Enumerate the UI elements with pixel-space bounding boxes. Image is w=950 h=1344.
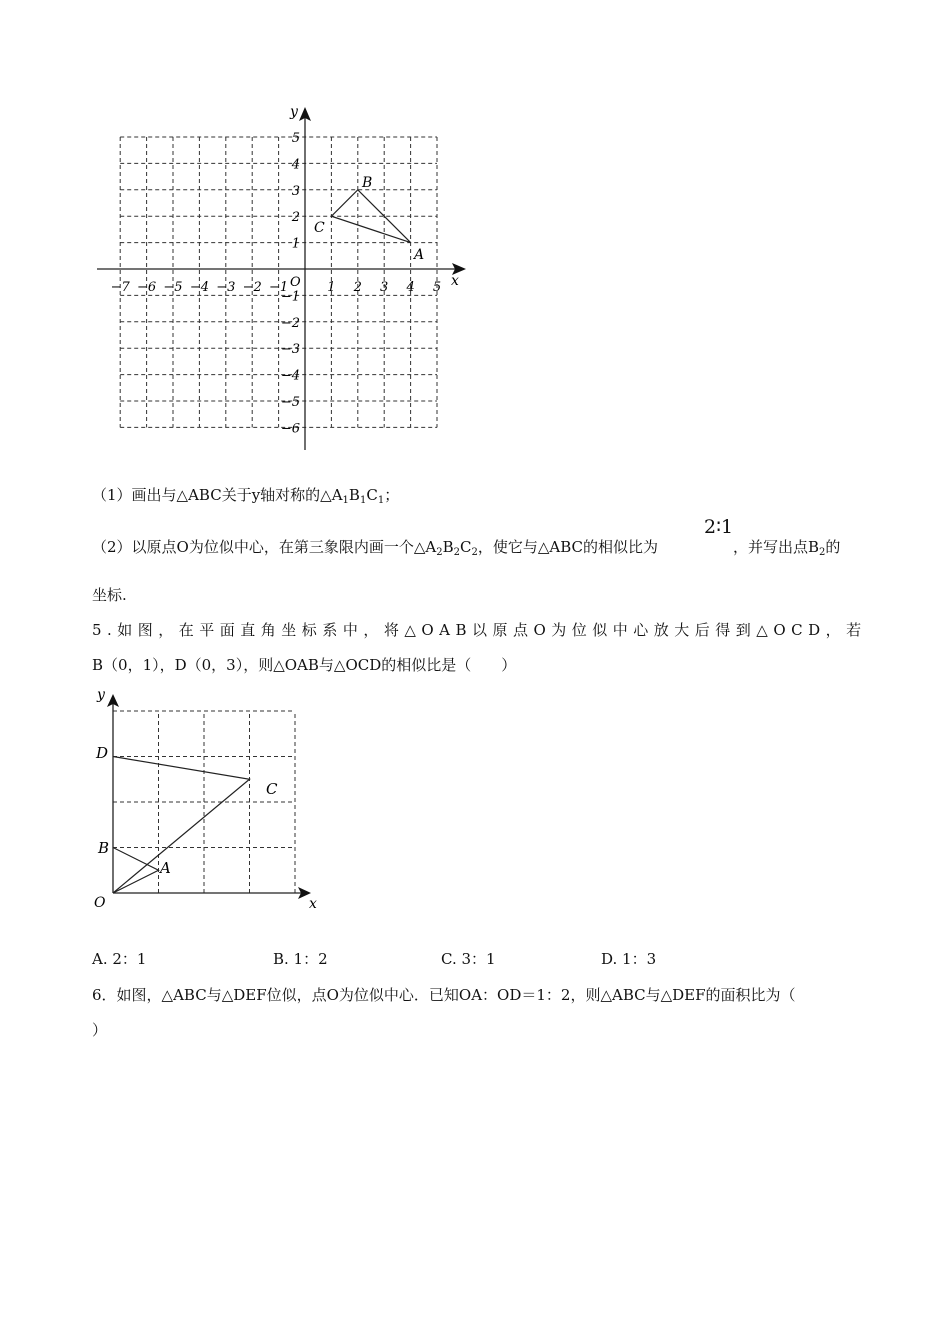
x-axis-label: x: [451, 273, 459, 289]
y-tick-label: −6: [280, 421, 300, 437]
y-tick-label: −5: [280, 395, 300, 410]
x-tick-label: 1: [327, 280, 336, 295]
q4-part2-tail: ，并写出点$B_2$的: [733, 538, 841, 558]
x-tick-label: −5: [163, 280, 183, 295]
y-tick-label: 4: [291, 157, 300, 173]
y-tick-label: 2: [291, 210, 300, 226]
q6-stem-line2: ）: [92, 1021, 108, 1039]
y-tick-label: 3: [291, 183, 300, 199]
x-tick-labels: [111, 280, 442, 295]
q4-part2-line2: 坐标.: [92, 586, 127, 604]
q5-option-b[interactable]: B. 1：2: [273, 950, 328, 968]
triangle-abc: [331, 190, 410, 243]
q6-stem-line1: 6．如图，△ABC与△DEF位似，点O为位似中心．已知OA：OD＝1：2，则△ABC与△DEF的面积比为（: [92, 986, 796, 1004]
figure-2-grid: [113, 711, 295, 893]
x-axis-label: x: [309, 896, 317, 912]
coordinate-grid-figure-1: [90, 100, 480, 460]
q4-part1: （1）画出与△ABC关于y轴对称的$\triangle A_1B_1C_1$；: [92, 486, 400, 506]
x-tick-label: −3: [216, 280, 236, 295]
point-b-label: B: [98, 839, 110, 857]
point-a-label: A: [414, 247, 425, 263]
y-axis-label: y: [290, 104, 298, 120]
x-tick-label: 3: [380, 280, 389, 295]
triangle-oab: [113, 848, 159, 894]
point-c-label: C: [314, 220, 325, 236]
point-b-label: B: [362, 175, 373, 191]
x-tick-label: −6: [137, 280, 157, 295]
x-tick-label: −1: [269, 280, 289, 295]
x-tick-label: −4: [189, 280, 209, 295]
coordinate-grid-figure-2: [90, 680, 330, 915]
point-a-label: A: [160, 859, 171, 877]
y-tick-label: 5: [291, 131, 300, 146]
x-tick-label: −2: [242, 280, 262, 295]
y-axis-label: y: [97, 687, 105, 703]
q4-part2: （2）以原点O为位似中心，在第三象限内画一个$\triangle A_2B_2C_2$，使它与△ABC的相似比为: [92, 538, 659, 558]
x-tick-label: 2: [353, 280, 362, 295]
q5-option-d[interactable]: D. 1：3: [601, 950, 657, 968]
q5-option-a[interactable]: A. 2：1: [92, 950, 147, 968]
x-tick-label: 4: [406, 280, 415, 295]
y-tick-label: −2: [280, 315, 300, 331]
y-tick-label: −1: [280, 289, 300, 305]
y-tick-label: −4: [280, 368, 300, 384]
q4-ratio: 2∶1: [704, 516, 734, 538]
q5-stem-line2: B（0，1），D（0，3），则△OAB与△OCD的相似比是（ ）: [92, 656, 517, 674]
y-tick-label: 1: [291, 236, 300, 252]
x-tick-label: 5: [432, 280, 442, 295]
point-d-label: D: [96, 744, 109, 762]
point-c-label: C: [266, 780, 278, 798]
origin-label: O: [94, 895, 106, 911]
x-tick-label: −7: [110, 280, 130, 295]
q5-stem-line1: 5.如图，在平面直角坐标系中，将△OAB以原点O为位似中心放大后得到△OCD，若: [92, 621, 867, 639]
origin-label: O: [290, 275, 301, 290]
triangle-ocd: [113, 757, 250, 894]
y-tick-label: −3: [280, 342, 300, 358]
q5-option-c[interactable]: C. 3：1: [441, 950, 496, 968]
